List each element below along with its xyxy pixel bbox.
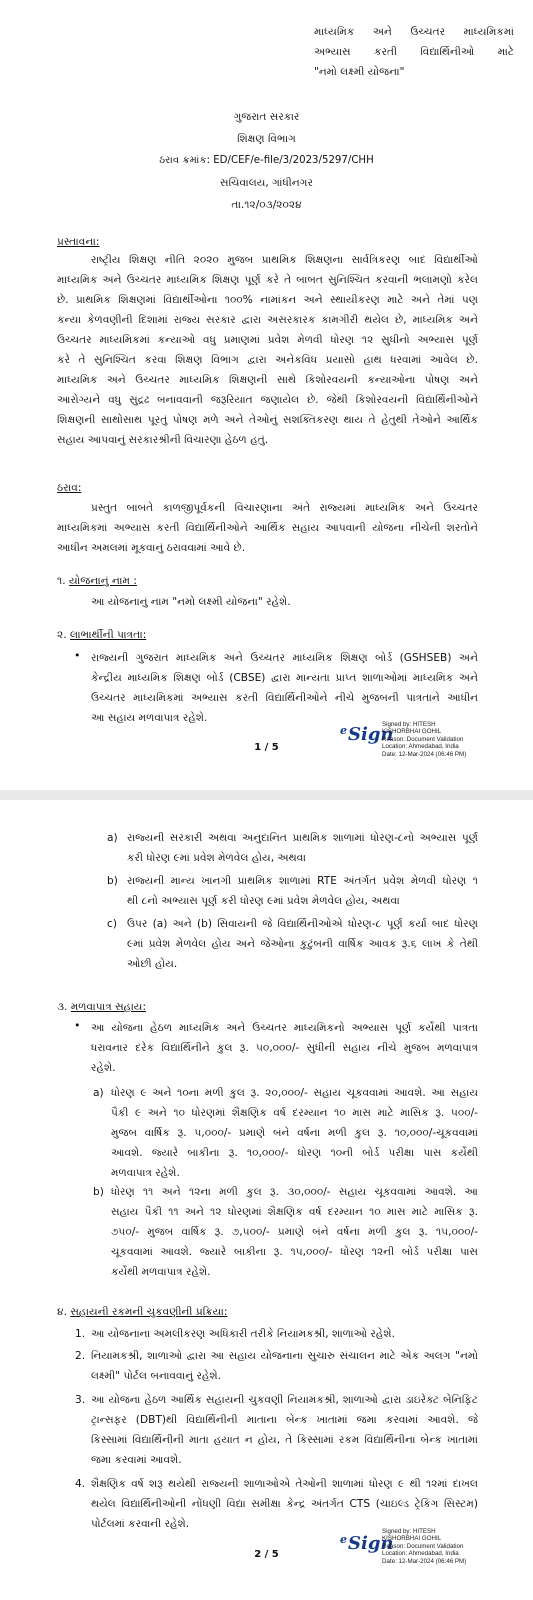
section-title: મળવાપાત્ર સહાય:: [70, 1001, 147, 1013]
page-number: 1 / 5: [254, 742, 279, 753]
paragraph-line: લક્ષ્મી" પોર્ટલ બનાવવાનું રહેશે.: [91, 1370, 222, 1382]
signature-line: Date: 12-Mar-2024 (06:46 PM): [382, 750, 467, 758]
paragraph-line: ઉચ્ચતર માધ્યમિકમાં કન્યાઓ વધુ પ્રમાણમાં પ્રવેશ મેળવી ધોરણ ૧૨ સુધીનો અભ્યાસ પૂર્ણ: [57, 334, 478, 346]
paragraph-line: ધોરણ ૧૧ અને ૧૨ના મળી કુલ રૂ. ૩૦,૦૦૦/- સહાય ચૂકવવામાં આવશે. આ: [111, 1186, 478, 1198]
signature-line: KISHORBHAI GOHIL: [382, 728, 442, 736]
list-item: [127, 914, 478, 974]
paragraph-line: માધ્યમિક અને ઉચ્ચતર માધ્યમિક શિક્ષણની સાથે કિશોરવયની કન્યાઓના પોષણ અને: [57, 374, 478, 386]
section-number: ૨.: [57, 629, 67, 641]
preamble-heading: પ્રસ્તાવના:: [57, 236, 100, 248]
list-marker: a): [107, 832, 118, 844]
list-item: [111, 1182, 478, 1282]
government-name: ગુજરાત સરકાર: [233, 111, 300, 123]
resolution-date: તા.૧૨/૦૩/૨૦૨૪: [231, 199, 302, 211]
paragraph-line: આવશે. જ્યારે બાકીના રૂ. ૧૦,૦૦૦/- ધોરણ ૧૦ની બોર્ડ પરીક્ષા પાસ કર્યેથી: [111, 1147, 478, 1159]
esign-logo-word: Sign: [348, 724, 394, 745]
scheme-title-line: અભ્યાસ કરતી વિદ્યાર્થિનીઓ માટે: [314, 46, 514, 58]
list-marker: 4.: [75, 1478, 86, 1490]
paragraph-line: રાષ્ટ્રીય શિક્ષણ નીતિ ૨૦૨૦ મુજબ પ્રાથમિક શિક્ષણના સાર્વત્રિકરણ બાદ વિદ્યાર્થીઓ: [91, 254, 478, 266]
resolution-number: ઠરાવ ક્રમાંક: ED/CEF/e-file/3/2023/5297/CHH: [159, 155, 374, 166]
list-item: [91, 1390, 478, 1470]
scheme-title-block: [314, 22, 514, 82]
document-page-1: [0, 0, 533, 790]
section-4-heading: [57, 1302, 227, 1322]
document-page-2: [0, 800, 533, 1600]
signature-line: Date: 12-Mar-2024 (06:46 PM): [382, 1557, 467, 1565]
paragraph-line: આરોગ્યને વધુ સુદ્રઢ બનાવવાની જરૂરિયાત જણાયેલ છે. જેથી કિશોરવયની વિદ્યાર્થિનીઓને: [57, 394, 478, 406]
paragraph-line: ટ્રાન્સફર (DBT)થી વિદ્યાર્થિનીની માતાના બેન્ક ખાતામાં જમા કરવામાં આવશે. જે: [91, 1414, 478, 1426]
section-1-text: આ યોજનાનું નામ "નમો લક્ષ્મી યોજના" રહેશે.: [91, 596, 291, 608]
section-number: ૪.: [57, 1306, 67, 1318]
paragraph-line: ધરાવનાર દરેક વિદ્યાર્થિનીને કુલ રૂ. ૫૦,૦૦૦/- સુધીની સહાય નીચે મુજબ મળવાપાત્ર: [91, 1042, 478, 1054]
paragraph-line: મુજબ વાર્ષિક રૂ. ૫,૦૦૦/- પ્રમાણે બંને વર્ષના મળી કુલ રૂ. ૧૦,૦૦૦/-ચૂકવવામાં: [111, 1127, 478, 1139]
signature-line: Reason: Document Validation: [382, 735, 464, 743]
paragraph-line: થયેલ વિદ્યાર્થિનીઓની નોંધણી વિદ્યા સમીક્ષા કેન્દ્ર અંતર્ગત CTS (ચાઇલ્ડ ટ્રેકિંગ સિસ્ટમ): [91, 1498, 478, 1510]
scheme-title-line: માધ્યમિક અને ઉચ્ચતર માધ્યમિકમાં: [314, 26, 514, 38]
list-marker: 3.: [75, 1394, 86, 1406]
department-name: શિક્ષણ વિભાગ: [237, 133, 296, 145]
signature-line: Signed by: HITESH: [382, 1528, 436, 1535]
paragraph-line: ૯માં પ્રવેશ મેળવેલ હોય અને જેઓના કુટુંબની વાર્ષિક આવક રૂ.૬ લાખ કે તેથી: [127, 938, 478, 950]
list-marker: c): [107, 918, 117, 930]
section-3-heading: [57, 997, 146, 1017]
paragraph-line: માધ્યમિક અને ઉચ્ચતર માધ્યમિક શિક્ષણ પૂર્ણ કરે તે બાબત સુનિશ્ચિત કરવાની ભલામણો કરેલ: [57, 274, 478, 286]
list-item: [91, 1346, 478, 1386]
paragraph-line: આધીન અમલમાં મૂકવાનું ઠરાવવામાં આવે છે.: [57, 542, 246, 554]
section-title: લાભાર્થીની પાત્રતા:: [69, 629, 147, 641]
paragraph-line: રહેશે.: [91, 1062, 116, 1074]
paragraph-line: સહાય આપવાનું સરકારશ્રીની વિચારણા હેઠળ હતું.: [57, 434, 269, 446]
list-marker: 2.: [75, 1350, 86, 1362]
paragraph-line: ચૂકવવામાં આવશે. જ્યારે બાકીના રૂ. ૧૫,૦૦૦/- ધોરણ ૧૨ની બોર્ડ પરીક્ષા પાસ: [111, 1246, 478, 1258]
paragraph-line: નિયામકશ્રી, શાળાઓ દ્વારા આ સહાય યોજનાના સુચારુ સંચાલન માટે એક અલગ "નમો: [91, 1350, 478, 1362]
government-header: [0, 106, 533, 216]
paragraph-line: રાજ્યની માન્ય ખાનગી પ્રાથમિક શાળામાં RTE અંતર્ગત પ્રવેશ મેળવી ધોરણ ૧: [127, 875, 478, 887]
esign-logo-e: e: [340, 1533, 347, 1546]
paragraph-line: શિક્ષણની સાથોસાથ પૂરતું પોષણ મળે અને તેઓનું સશક્તિકરણ થાય તે હેતુથી તેઓને આર્થિક: [57, 414, 478, 426]
paragraph-line: ઉચ્ચતર માધ્યમિકમાં અભ્યાસ કરતી વિદ્યાર્થિનીઓને નીચે મુજબની પાત્રતાને આધીન: [91, 692, 478, 704]
scheme-title-line: "નમો લક્ષ્મી યોજના": [314, 66, 405, 78]
section-number: ૩.: [57, 1001, 68, 1013]
list-item: [127, 871, 478, 911]
office-location: સચિવાલય, ગાંધીનગર: [220, 177, 313, 189]
signature-line: Reason: Document Validation: [382, 1542, 464, 1550]
resolution-paragraph: [57, 498, 478, 558]
paragraph-line: પોર્ટલમાં કરવાની રહેશે.: [91, 1518, 190, 1530]
paragraph-line: ઓછી હોય.: [127, 958, 178, 970]
paragraph-line: કર્યેથી મળવાપાત્ર રહેશે.: [111, 1266, 211, 1278]
esign-logo-word: Sign: [348, 1533, 394, 1554]
paragraph-line: કન્યા કેળવણીની દિશામાં રાજ્ય સરકાર દ્વારા અસરકારક કામગીરી થયેલ છે, માધ્યમિક અને: [57, 314, 478, 326]
signature-line: Location: Ahmedabad, India: [382, 1550, 459, 1558]
paragraph-line: કિસ્સામાં વિદ્યાર્થિનીની માતા હયાત ન હોય, તે કિસ્સામાં રકમ વિદ્યાર્થિનીના બેન્ક ખાતામાં: [91, 1434, 478, 1446]
paragraph-line: કેન્દ્રીય માધ્યમિક શિક્ષણ બોર્ડ (CBSE) દ્વારા માન્યતા પ્રાપ્ત શાળાઓમાં માધ્યમિક અને: [91, 672, 478, 684]
paragraph-line: પૈકી ૯ અને ૧૦ ધોરણમાં શૈક્ષણિક વર્ષ દરમ્યાન ૧૦ માસ માટે માસિક રૂ. ૫૦૦/-: [111, 1107, 478, 1119]
paragraph-line: કરી ધોરણ ૯માં પ્રવેશ મેળવેલ હોય, અથવા: [127, 852, 306, 864]
page-number: 2 / 5: [254, 1549, 279, 1560]
list-marker: 1.: [75, 1328, 86, 1340]
bullet-icon: •: [74, 649, 81, 662]
paragraph-line: ૭૫૦/- મુજબ વાર્ષિક રૂ. ૭,૫૦૦/- પ્રમાણે બંને વર્ષના મળી કુલ રૂ. ૧૫,૦૦૦/-: [111, 1226, 478, 1238]
section-2-paragraph: [91, 648, 478, 728]
list-marker: b): [93, 1186, 104, 1198]
section-1-heading: [57, 571, 137, 591]
list-marker: b): [107, 875, 118, 887]
section-title: યોજનાનું નામ :: [68, 575, 137, 587]
list-item: [91, 1324, 478, 1344]
paragraph-line: આ યોજના હેઠળ માધ્યમિક અને ઉચ્ચતર માધ્યમિકનો અભ્યાસ પૂર્ણ કર્યેથી પાત્રતા: [91, 1022, 478, 1034]
section-number: ૧.: [57, 575, 66, 587]
paragraph-line: પ્રસ્તુત બાબતે કાળજીપૂર્વકની વિચારણાના અંતે રાજ્યમાં માધ્યમિક અને ઉચ્ચતર: [91, 502, 478, 514]
list-item: [111, 1083, 478, 1183]
paragraph-line: છે. પ્રાથમિક શિક્ષણમાં વિદ્યાર્થીઓના ૧૦૦% નામાંકન અને સ્થાયીકરણ માટે અને તેમાં પણ: [57, 294, 478, 306]
paragraph-line: શૈક્ષણિક વર્ષ શરૂ થયેથી રાજ્યની શાળાઓએ તેઓની શાળામાં ધોરણ ૯ થી ૧૨માં દાખલ: [91, 1478, 478, 1490]
paragraph-line: મળવાપાત્ર રહેશે.: [111, 1167, 180, 1179]
paragraph-line: થી ૮નો અભ્યાસ પૂર્ણ કરી ધોરણ ૯માં પ્રવેશ મેળવેલ હોય, અથવા: [127, 895, 400, 907]
bullet-icon: •: [74, 1019, 81, 1032]
paragraph-line: સહાય પૈકી ૧૧ અને ૧૨ ધોરણમાં શૈક્ષણિક વર્ષ દરમ્યાન ૧૦ માસ માટે માસિક રૂ.: [111, 1206, 478, 1218]
signature-line: Location: Ahmedabad, India: [382, 743, 459, 751]
paragraph-line: માધ્યમિકમાં અભ્યાસ કરતી વિદ્યાર્થિનીઓને આર્થિક સહાય આપવાની યોજના નીચેની શરતોને: [57, 522, 478, 534]
signature-line: KISHORBHAI GOHIL: [382, 1535, 442, 1543]
paragraph-line: ધોરણ ૯ અને ૧૦ના મળી કુલ રૂ. ૨૦,૦૦૦/- સહાય ચૂકવવામાં આવશે. આ સહાય: [111, 1087, 478, 1099]
signature-line: Signed by: HITESH: [382, 721, 436, 728]
paragraph-line: ઉપર (a) અને (b) સિવાયની જે વિદ્યાર્થિનીઓએ ધોરણ-૮ પૂર્ણ કર્યા બાદ ધોરણ: [127, 918, 478, 930]
list-marker: a): [93, 1087, 104, 1099]
paragraph-line: આ યોજનાના અમલીકરણ અધિકારી તરીકે નિયામકશ્રી, શાળાઓ રહેશે.: [91, 1328, 395, 1340]
list-item: [127, 828, 478, 868]
paragraph-line: આ યોજના હેઠળ આર્થિક સહાયની ચુકવણી નિયામકશ્રી, શાળાઓ દ્વારા ડાઇરેક્ટ બેનિફિટ: [91, 1394, 478, 1406]
section-2-heading: [57, 625, 146, 645]
section-title: સહાયની રકમની ચુકવણીની પ્રક્રિયા:: [70, 1306, 228, 1318]
paragraph-line: કરે તે સુનિશ્ચિત કરવા શિક્ષણ વિભાગ દ્વારા અનેકવિધ પ્રયાસો હાથ ધરવામાં આવેલ છે.: [57, 354, 478, 366]
paragraph-line: રાજ્યની સરકારી અથવા અનુદાનિત પ્રાથમિક શાળામાં ધોરણ-૮નો અભ્યાસ પૂર્ણ: [127, 832, 478, 844]
paragraph-line: રાજ્યની ગુજરાત માધ્યમિક અને ઉચ્ચતર માધ્યમિક શિક્ષણ બોર્ડ (GSHSEB) અને: [91, 652, 478, 664]
list-item: [91, 1474, 478, 1534]
section-3-paragraph: [91, 1018, 478, 1078]
paragraph-line: જમા કરવામાં આવશે.: [91, 1454, 182, 1466]
esign-logo-e: e: [340, 724, 347, 737]
resolution-heading: ઠરાવ:: [57, 482, 82, 494]
preamble-paragraph: [57, 250, 478, 450]
paragraph-line: આ સહાય મળવાપાત્ર રહેશે.: [91, 712, 208, 724]
